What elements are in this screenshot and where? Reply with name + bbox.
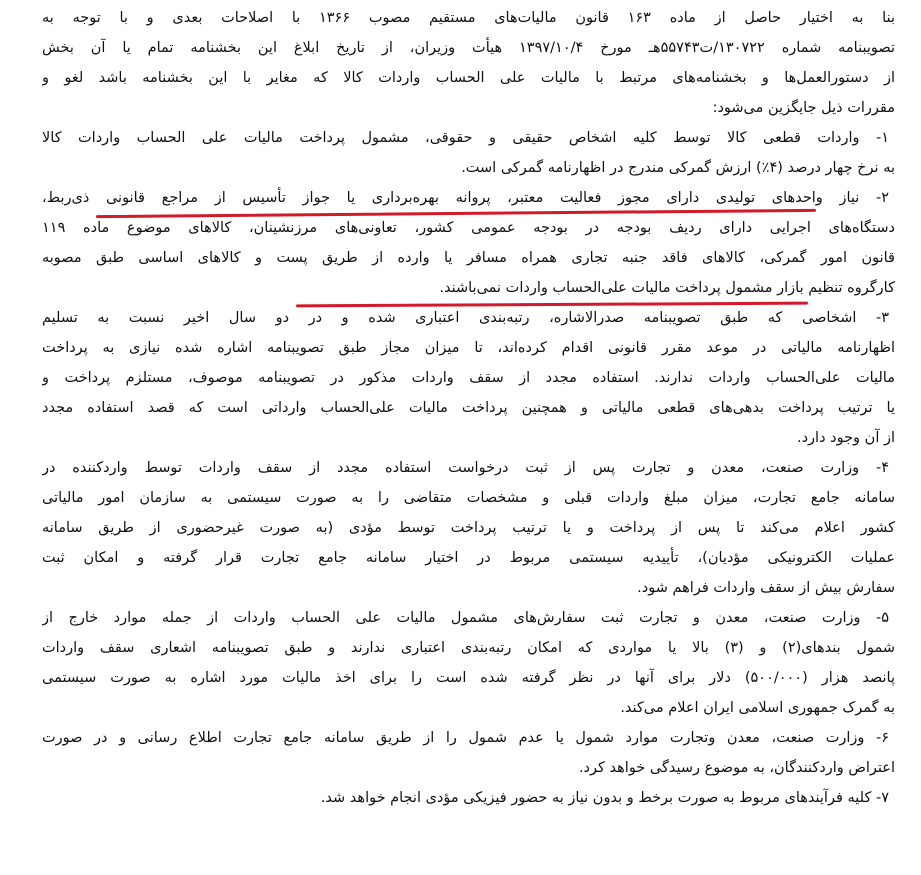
intro-line-3: از دستورالعمل‌ها و بخشنامه‌های مرتبط با مالیات علی الحساب واردات کالا که مغایر با این بخشنامه باشد لغو و: [42, 70, 895, 86]
item-3-line-5: از آن وجود دارد.: [796, 430, 895, 446]
paragraph-item-5: [42, 604, 895, 724]
paragraph-item-6: [42, 724, 895, 784]
paragraph-item-4: [42, 454, 895, 604]
item-3-line-2: اظهارنامه مالیاتی در موعد مقرر قانونی اقدام کرده‌اند، تا میزان مجاز طبق تصویبنامه اشاره شده نیازی به پرداخت: [42, 340, 895, 356]
item-2-line-1: ۲- نیاز واحدهای تولیدی دارای مجوز فعالیت معتبر، پروانه بهره‌برداری یا جواز تأسیس از مراجع قانونی ذی‌ربط،: [42, 190, 889, 206]
item-7-line-1: ۷- کلیه فرآیندهای مربوط به صورت برخط و بدون نیاز به حضور فیزیکی مؤدی انجام خواهد شد.: [320, 790, 889, 806]
item-6-line-1: ۶- وزارت صنعت، معدن وتجارت موارد شمول یا عدم شمول را از طریق سامانه جامع تجارت اطلاع رسانی و در صورت: [42, 730, 889, 746]
item-2-line-2: دستگاه‌های اجرایی دارای ردیف بودجه در بودجه عمومی کشور، تعاونی‌های مرزنشینان، کالاهای موضوع ماده ۱۱۹: [42, 220, 895, 236]
item-4-line-5: سفارش بیش از سقف واردات فراهم شود.: [637, 580, 895, 596]
paragraph-item-1: [42, 124, 895, 184]
intro-line-4: مقررات ذیل جایگزین می‌شود:: [712, 100, 895, 116]
item-5-line-3: پانصد هزار (۵۰۰/۰۰۰) دلار برای آنها در نظر گرفته شده است را برای اخذ مالیات مورد اشاره به صورت سیستمی: [42, 670, 895, 686]
item-6-line-2: اعتراض واردکنندگان، به موضوع رسیدگی خواهد کرد.: [578, 760, 895, 776]
item-3-line-4: یا ترتیب پرداخت بدهی‌های قطعی مالیاتی و همچنین پرداخت مالیات علی‌الحساب وارداتی است که قصد استفاده مجدد: [42, 400, 895, 416]
item-4-line-2: سامانه جامع تجارت، میزان مبلغ واردات قبلی و مشخصات متقاضی را به صورت سیستمی به سازمان امور مالیاتی: [42, 490, 895, 506]
item-4-line-3: کشور اعلام می‌کند تا پس از پرداخت و یا ترتیب پرداخت توسط مؤدی (به صورت غیرحضوری از طریق سامانه: [42, 520, 895, 536]
item-3-line-1: ۳- اشخاصی که طبق تصویبنامه صدرالاشاره، رتبه‌بندی اعتباری شده و در دو سال اخیر نسبت به تسلیم: [42, 310, 889, 326]
item-2-line-3: قانون امور گمرکی، کالاهای فاقد جنبه تجاری همراه مسافر یا وارده از طریق پست و کالاهای اساسی طبق مصوبه: [42, 250, 895, 266]
item-5-line-1: ۵- وزارت صنعت، معدن و تجارت ثبت سفارش‌های مشمول مالیات علی الحساب واردات از جمله موارد خارج از: [42, 610, 889, 626]
paragraph-item-7: [42, 784, 895, 814]
paragraph-item-2: [42, 184, 895, 304]
item-4-line-4: عملیات الکترونیکی مؤدیان)، تأییدیه سیستمی مربوط در اختیار سامانه جامع تجارت قرار گرفته و امکان ثبت: [42, 550, 895, 566]
paragraph-intro: [42, 4, 895, 124]
item-5-line-2: شمول بندهای(۲) و (۳) بالا یا مواردی که امکان رتبه‌بندی اعتباری ندارند و طبق تصویبنامه اشعاری سقف واردات: [42, 640, 895, 656]
paragraph-item-3: [42, 304, 895, 454]
intro-line-2: تصویبنامه شماره ۱۳۰۷۲۲/ت۵۵۷۴۳هـ مورخ ۱۳۹۷/۱۰/۴ هیأت وزیران، از تاریخ ابلاغ این بخشنامه تمام یا آن بخش: [42, 40, 895, 56]
item-5-line-4: به گمرک جمهوری اسلامی ایران اعلام می‌کند.: [620, 700, 895, 716]
item-3-line-3: مالیات علی‌الحساب واردات ندارند. استفاده مجدد از سقف واردات مذکور در تصویبنامه موصوف، مستلزم پرداخت و: [42, 370, 895, 386]
intro-line-1: بنا به اختیار حاصل از ماده ۱۶۳ قانون مالیات‌های مستقیم مصوب ۱۳۶۶ با اصلاحات بعدی و با توجه به: [42, 10, 895, 26]
item-1-line-1: ۱- واردات قطعی کالا توسط کلیه اشخاص حقیقی و حقوقی، مشمول پرداخت مالیات علی الحساب واردات کالا: [42, 130, 889, 146]
item-2-line-4: کارگروه تنظیم بازار مشمول پرداخت مالیات علی‌الحساب واردات نمی‌باشند.: [439, 280, 895, 296]
item-4-line-1: ۴- وزارت صنعت، معدن و تجارت پس از ثبت درخواست استفاده مجدد از سقف واردات توسط واردکننده در: [42, 460, 889, 476]
item-1-line-2: به نرخ چهار درصد (۴٪) ارزش گمرکی مندرج در اظهارنامه گمرکی است.: [461, 160, 895, 176]
